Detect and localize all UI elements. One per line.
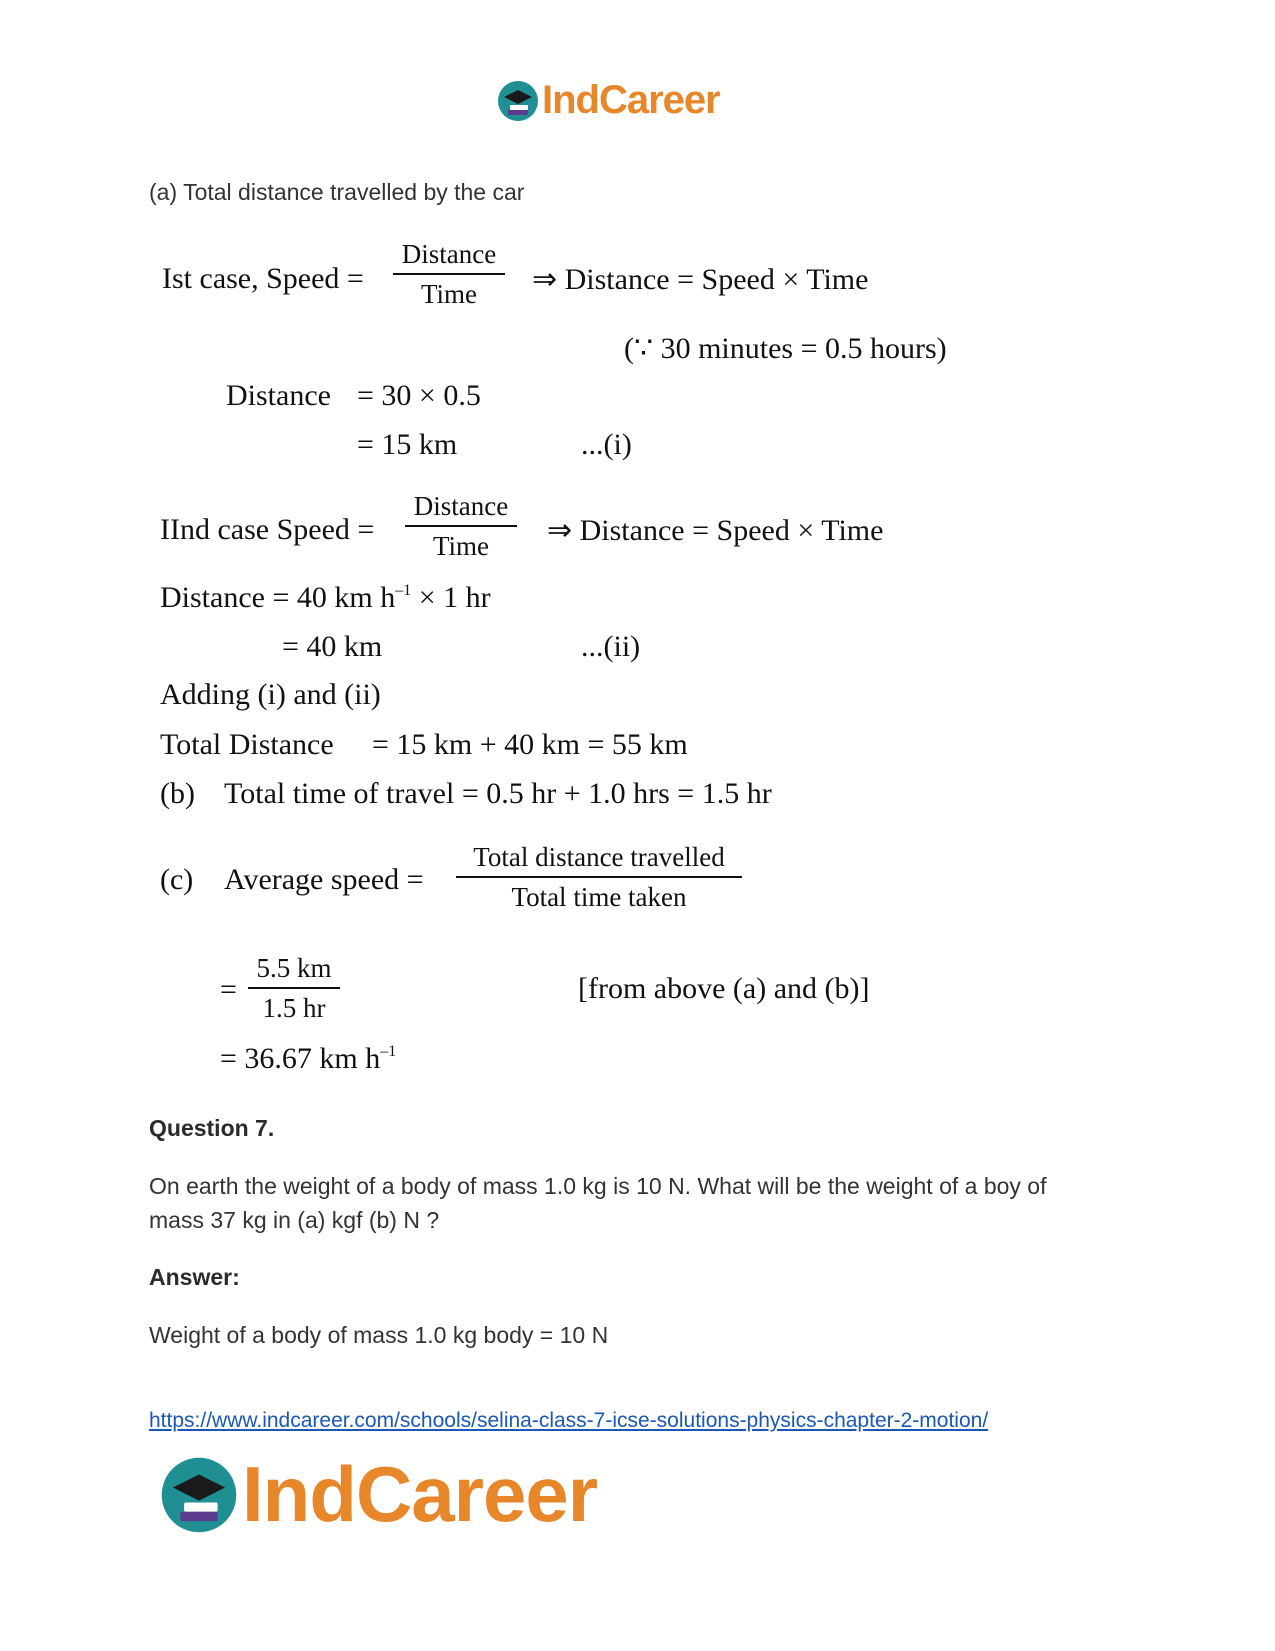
adding-line: Adding (i) and (ii) xyxy=(160,678,381,711)
header-logo-text: IndCareer xyxy=(542,78,720,122)
part-c-result-sup: –1 xyxy=(380,1043,397,1060)
question-text-line2: mass 37 kg in (a) kgf (b) N ? xyxy=(149,1207,440,1233)
part-c-label: (c) xyxy=(160,863,194,896)
footer-logo-text: IndCareer xyxy=(242,1450,598,1538)
part-c-equals: = xyxy=(220,973,237,1006)
case2-frac-den: Time xyxy=(432,531,490,561)
case1-label: Ist case, Speed = xyxy=(162,262,364,295)
total-distance-value: = 15 km + 40 km = 55 km xyxy=(372,728,688,761)
question-text-line1: On earth the weight of a body of mass 1.0 kg is 10 N. What will be the weight of a boy of xyxy=(149,1173,1047,1199)
case1-frac-den: Time xyxy=(420,279,478,309)
case2-frac-num: Distance xyxy=(413,491,509,521)
case1-fraction xyxy=(393,239,505,309)
case2-distance-pre: Distance = 40 km h xyxy=(160,581,396,614)
part-b-label: (b) xyxy=(160,777,195,810)
part-c-frac-num: Total distance travelled xyxy=(473,842,725,872)
graduation-cap-book-icon xyxy=(158,1454,240,1536)
part-c-frac2-den: 1.5 hr xyxy=(262,993,326,1023)
case2-distance-post: × 1 hr xyxy=(411,581,491,614)
part-b-text: Total time of travel = 0.5 hr + 1.0 hrs = 1.5 hr xyxy=(224,777,772,810)
part-c-fraction2 xyxy=(248,953,340,1023)
part-c-frac2-num: 5.5 km xyxy=(256,953,332,983)
case2-result: = 40 km xyxy=(282,630,383,663)
case2-distance-line xyxy=(160,581,491,615)
part-c-result-pre: = 36.67 km h xyxy=(220,1042,381,1075)
question-title: Question 7. xyxy=(149,1115,275,1141)
case2-implies: ⇒ Distance = Speed × Time xyxy=(547,514,884,547)
case1-result: = 15 km xyxy=(357,428,458,461)
case2-tag: ...(ii) xyxy=(581,630,641,663)
footer-link[interactable]: https://www.indcareer.com/schools/selina-class-7-icse-solutions-physics-chapter-2-motion/ xyxy=(149,1409,989,1432)
case1-note: (∵ 30 minutes = 0.5 hours) xyxy=(624,332,947,365)
part-c-fraction xyxy=(456,842,742,912)
fraction-bar xyxy=(456,876,742,878)
part-c-frac-den: Total time taken xyxy=(511,882,687,912)
total-distance-label: Total Distance xyxy=(160,728,334,761)
part-a-heading: (a) Total distance travelled by the car xyxy=(149,179,525,205)
part-c-note: [from above (a) and (b)] xyxy=(578,972,870,1005)
case2-fraction xyxy=(405,491,517,561)
case1-distance-value: = 30 × 0.5 xyxy=(357,379,481,412)
part-c-result xyxy=(220,1042,396,1076)
case2-label: IInd case Speed = xyxy=(160,513,375,546)
answer-text: Weight of a body of mass 1.0 kg body = 10 N xyxy=(149,1322,609,1348)
fraction-bar xyxy=(405,525,517,527)
footer-logo xyxy=(158,1449,597,1540)
part-c-text: Average speed = xyxy=(224,863,424,896)
case1-tag: ...(i) xyxy=(581,428,632,461)
fraction-bar xyxy=(393,273,505,275)
fraction-bar xyxy=(248,987,340,989)
case1-frac-num: Distance xyxy=(401,239,497,269)
case2-distance-sup: –1 xyxy=(395,582,412,599)
header-logo xyxy=(496,78,720,123)
answer-title: Answer: xyxy=(149,1264,240,1290)
graduation-cap-book-icon xyxy=(496,79,540,123)
case1-distance-label: Distance xyxy=(226,379,331,412)
case1-implies: ⇒ Distance = Speed × Time xyxy=(532,263,869,296)
